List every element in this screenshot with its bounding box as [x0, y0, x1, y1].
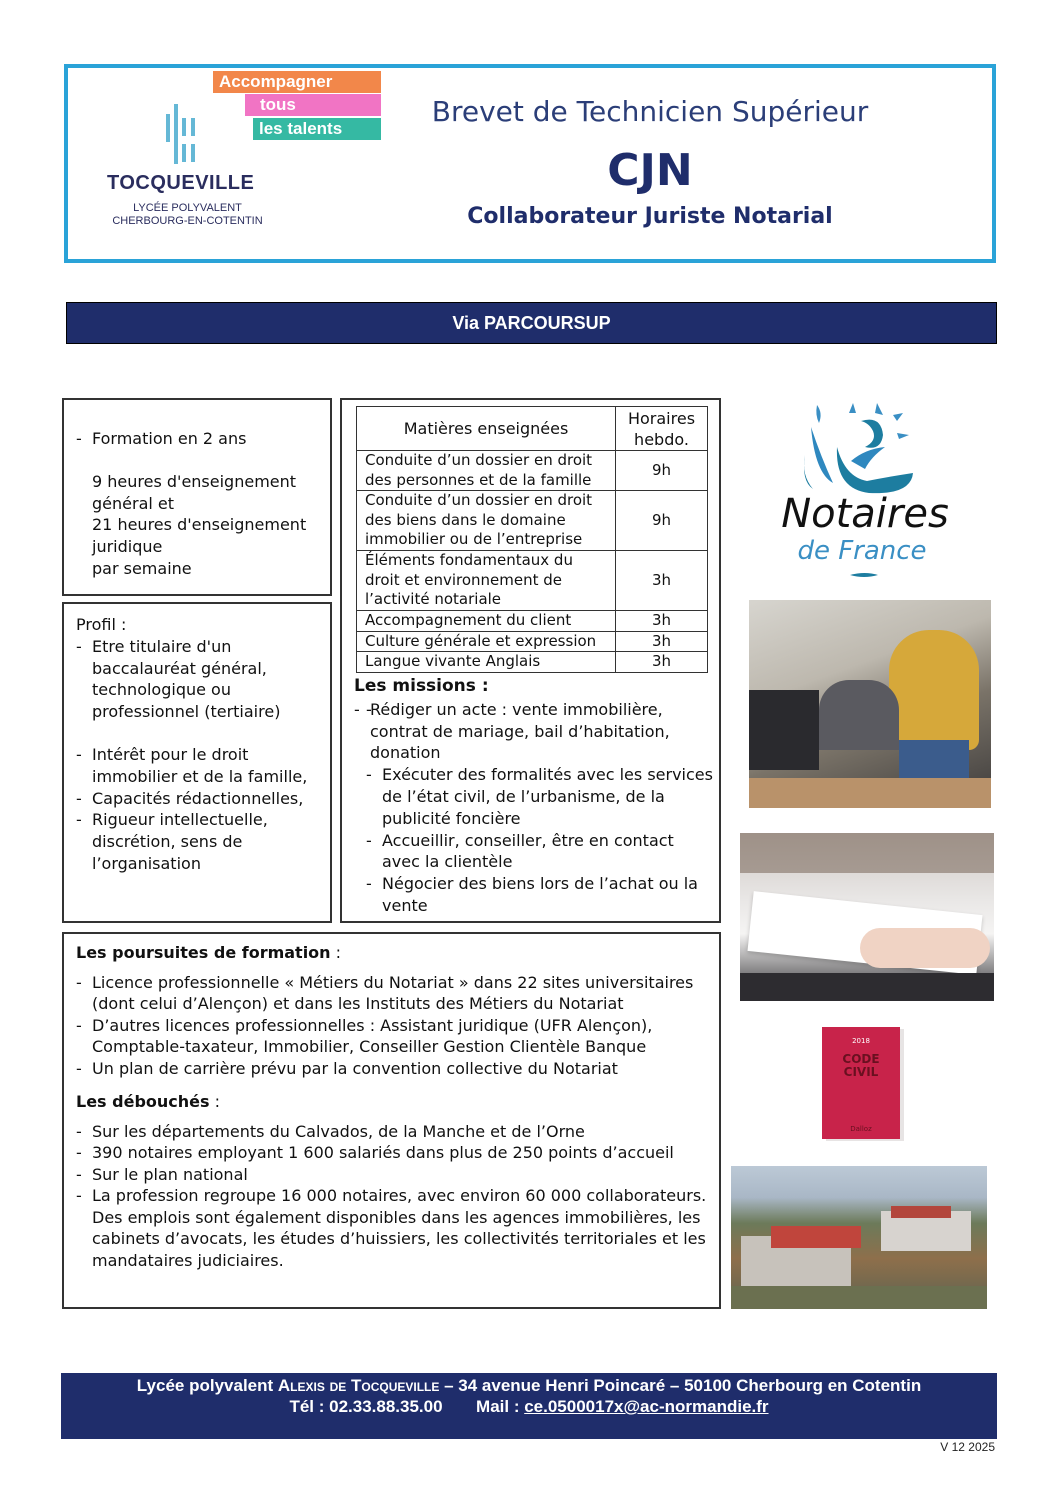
profil-box: [62, 602, 332, 923]
table-row: Conduite d’un dossier en droit des personnes et de la famille 9h: [357, 451, 708, 491]
footer-phone: Tél : 02.33.88.35.00: [289, 1397, 443, 1416]
table-row: Langue vivante Anglais 3h: [357, 652, 708, 673]
pursuits-outlets-box: [62, 932, 721, 1309]
diploma-title: Brevet de Technicien Supérieur: [431, 95, 869, 128]
classroom-photo: [749, 600, 991, 808]
missions-title: Les missions :: [354, 676, 489, 696]
school-logo: [100, 70, 390, 260]
debouches-title: Les débouchés :: [76, 1092, 221, 1111]
svg-text:Notaires: Notaires: [781, 491, 949, 537]
diploma-full-name: Collaborateur Juriste Notarial: [467, 204, 833, 229]
table-row: Conduite d’un dossier en droit des biens dans le domaine immobilier ou de l’entreprise 9h: [357, 491, 708, 551]
debouche-item: - Sur les départements du Calvados, de la Manche et de l’Orne: [64, 1121, 711, 1143]
formation-hours: 9 heures d'enseignement général et 21 heures d'enseignement juridique par semaine: [92, 471, 307, 578]
school-city: CHERBOURG-EN-COTENTIN: [112, 215, 263, 227]
hours-header: Horaires hebdo.: [616, 407, 708, 451]
table-row: Éléments fondamentaux du droit et environnement de l’activité notariale 3h: [357, 551, 708, 611]
footer-contact-bar: [61, 1373, 997, 1439]
subjects-header: Matières enseignées: [357, 407, 616, 451]
school-type: LYCÉE POLYVALENT: [133, 202, 242, 214]
subjects-table: [356, 406, 708, 673]
debouche-item: - 390 notaires employant 1 600 salariés dans plus de 250 points d’accueil: [64, 1142, 711, 1164]
code-civil-book-image: 2018 CODE CIVIL Dalloz: [818, 1025, 906, 1143]
debouche-item: - Sur le plan national: [64, 1164, 711, 1186]
mission-item: - Accueillir, conseiller, être en contact avec la clientèle: [354, 830, 714, 874]
notaires-emblem-icon: [765, 395, 965, 585]
footer-address: Lycée polyvalent Alexis de Tocqueville – 34 avenue Henri Poincaré – 50100 Cherbourg en Cotentin: [136, 1376, 922, 1395]
formation-duration: - Formation en 2 ans: [64, 428, 322, 450]
missions-section: [354, 676, 714, 917]
logo-bars-icon: [162, 104, 202, 164]
table-row: Culture générale et expression 3h: [357, 631, 708, 652]
poursuite-item: - Un plan de carrière prévu par la convention collective du Notariat: [64, 1058, 711, 1080]
footer-email-link[interactable]: ce.0500017x@ac-normandie.fr: [524, 1397, 769, 1416]
version-label: V 12 2025: [940, 1440, 995, 1454]
svg-text:de France: de France: [797, 536, 927, 566]
poursuite-item: - Licence professionnelle « Métiers du Notariat » dans 22 sites universitaires (dont celui d’Alençon) et dans les Instituts des Métiers du Notariat: [64, 972, 711, 1015]
mission-item: - - Rédiger un acte : vente immobilière, contrat de mariage, bail d’habitation, donation: [354, 699, 714, 764]
mission-item: - Négocier des biens lors de l’achat ou la vente: [354, 873, 714, 917]
poursuite-item: - D’autres licences professionnelles : Assistant juridique (UFR Alençon), Comptable-taxateur, Immobilier, Conseiller Gestion Clientèle Banque: [64, 1015, 711, 1058]
diploma-acronym: CJN: [607, 145, 693, 196]
footer-contact: Tél : 02.33.88.35.00 Mail : ce.0500017x@ac-normandie.fr: [289, 1397, 769, 1416]
parcoursup-banner: Via PARCOURSUP: [66, 302, 997, 344]
document-signing-photo: [740, 833, 994, 1001]
debouche-item: - La profession regroupe 16 000 notaires, avec environ 60 000 collaborateurs. Des emplois sont également disponibles dans les agences immobilières, les cabinets d’avocats, les études d’huissiers, les collectivités territoriales et les mandataires judiciaires.: [64, 1185, 711, 1271]
school-name: TOCQUEVILLE: [107, 172, 255, 194]
school-campus-aerial-photo: [731, 1166, 987, 1309]
tagline-les-talents: les talents: [253, 118, 381, 140]
profil-item: - Rigueur intellectuelle, discrétion, sens de l’organisation: [64, 809, 324, 874]
profil-title: Profil :: [76, 615, 127, 634]
tagline-tous: tous: [245, 94, 381, 116]
formation-box: [62, 398, 332, 596]
notaires-de-france-logo: [765, 395, 965, 585]
profil-item: - Capacités rédactionnelles,: [64, 788, 324, 810]
poursuites-title: Les poursuites de formation :: [76, 943, 342, 962]
tagline-accompagner: Accompagner: [213, 71, 381, 93]
table-row: Accompagnement du client 3h: [357, 611, 708, 632]
subjects-missions-box: [340, 398, 721, 923]
profil-item: - Intérêt pour le droit immobilier et de la famille,: [64, 744, 324, 788]
mission-item: - Exécuter des formalités avec les services de l’état civil, de l’urbanisme, de la publicité foncière: [354, 764, 714, 829]
profil-item: - Etre titulaire d'un baccalauréat général, technologique ou professionnel (tertiaire): [64, 636, 324, 723]
